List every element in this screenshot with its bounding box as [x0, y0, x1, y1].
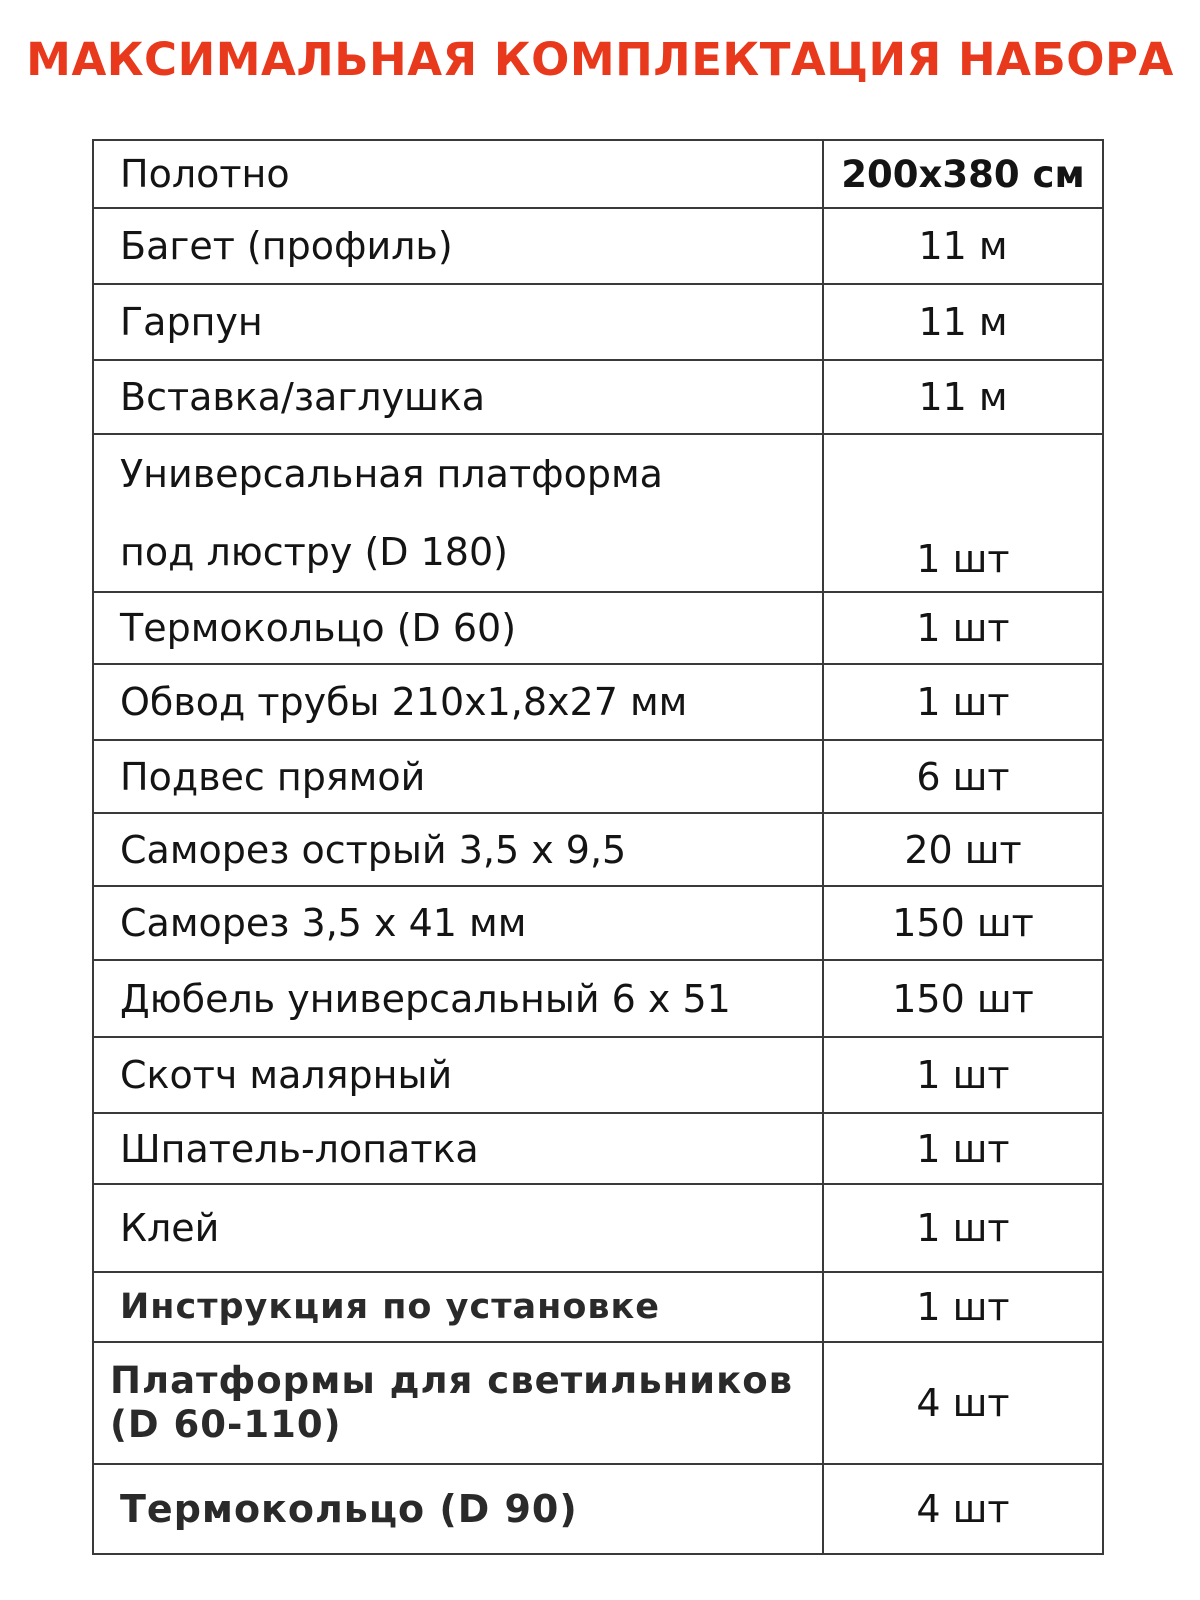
item-name: Шпатель-лопатка — [93, 1113, 823, 1184]
item-quantity: 200х380 см — [823, 140, 1103, 208]
item-name: Саморез 3,5 х 41 мм — [93, 886, 823, 960]
item-name: Клей — [93, 1184, 823, 1272]
table-row — [93, 664, 1103, 740]
table-row — [93, 1037, 1103, 1113]
table-row — [93, 813, 1103, 886]
item-name: Термокольцо (D 60) — [93, 592, 823, 664]
item-name: Гарпун — [93, 284, 823, 360]
table-row — [93, 434, 1103, 592]
table-row — [93, 140, 1103, 208]
item-name: Подвес прямой — [93, 740, 823, 813]
table-row — [93, 960, 1103, 1037]
item-quantity: 1 шт — [823, 592, 1103, 664]
item-quantity: 1 шт — [823, 434, 1103, 592]
item-quantity: 4 шт — [823, 1464, 1103, 1554]
table-row — [93, 592, 1103, 664]
item-name-line: под люстру (D 180) — [120, 530, 508, 574]
item-quantity: 11 м — [823, 284, 1103, 360]
item-quantity: 11 м — [823, 360, 1103, 434]
table-row — [93, 1113, 1103, 1184]
item-quantity: 1 шт — [823, 1037, 1103, 1113]
item-name: Полотно — [93, 140, 823, 208]
item-name — [93, 1342, 823, 1464]
table-row — [93, 740, 1103, 813]
item-name: Термокольцо (D 90) — [93, 1464, 823, 1554]
item-quantity: 1 шт — [823, 664, 1103, 740]
item-name: Саморез острый 3,5 х 9,5 — [93, 813, 823, 886]
table-row — [93, 1342, 1103, 1464]
item-quantity: 1 шт — [823, 1184, 1103, 1272]
item-name-line: Универсальная платформа — [120, 452, 663, 496]
item-quantity: 1 шт — [823, 1113, 1103, 1184]
item-quantity: 6 шт — [823, 740, 1103, 813]
item-name: Обвод трубы 210х1,8х27 мм — [93, 664, 823, 740]
table-row — [93, 1272, 1103, 1342]
item-name: Дюбель универсальный 6 х 51 — [93, 960, 823, 1037]
item-name-line: Платформы для светильников — [110, 1359, 794, 1402]
item-quantity: 150 шт — [823, 886, 1103, 960]
item-quantity: 4 шт — [823, 1342, 1103, 1464]
table-row — [93, 1184, 1103, 1272]
table-row — [93, 284, 1103, 360]
item-quantity: 11 м — [823, 208, 1103, 284]
item-name: Скотч малярный — [93, 1037, 823, 1113]
item-name-line: (D 60-110) — [110, 1403, 342, 1446]
item-quantity: 150 шт — [823, 960, 1103, 1037]
table-row — [93, 1464, 1103, 1554]
item-name: Багет (профиль) — [93, 208, 823, 284]
item-quantity: 20 шт — [823, 813, 1103, 886]
item-name: Инструкция по установке — [93, 1272, 823, 1342]
table-row — [93, 360, 1103, 434]
page-title: МАКСИМАЛЬНАЯ КОМПЛЕКТАЦИЯ НАБОРА — [26, 33, 1174, 86]
table-row — [93, 886, 1103, 960]
item-name: Вставка/заглушка — [93, 360, 823, 434]
table-row — [93, 208, 1103, 284]
kit-contents-table — [92, 139, 1104, 1555]
item-name — [93, 434, 823, 592]
item-quantity: 1 шт — [823, 1272, 1103, 1342]
